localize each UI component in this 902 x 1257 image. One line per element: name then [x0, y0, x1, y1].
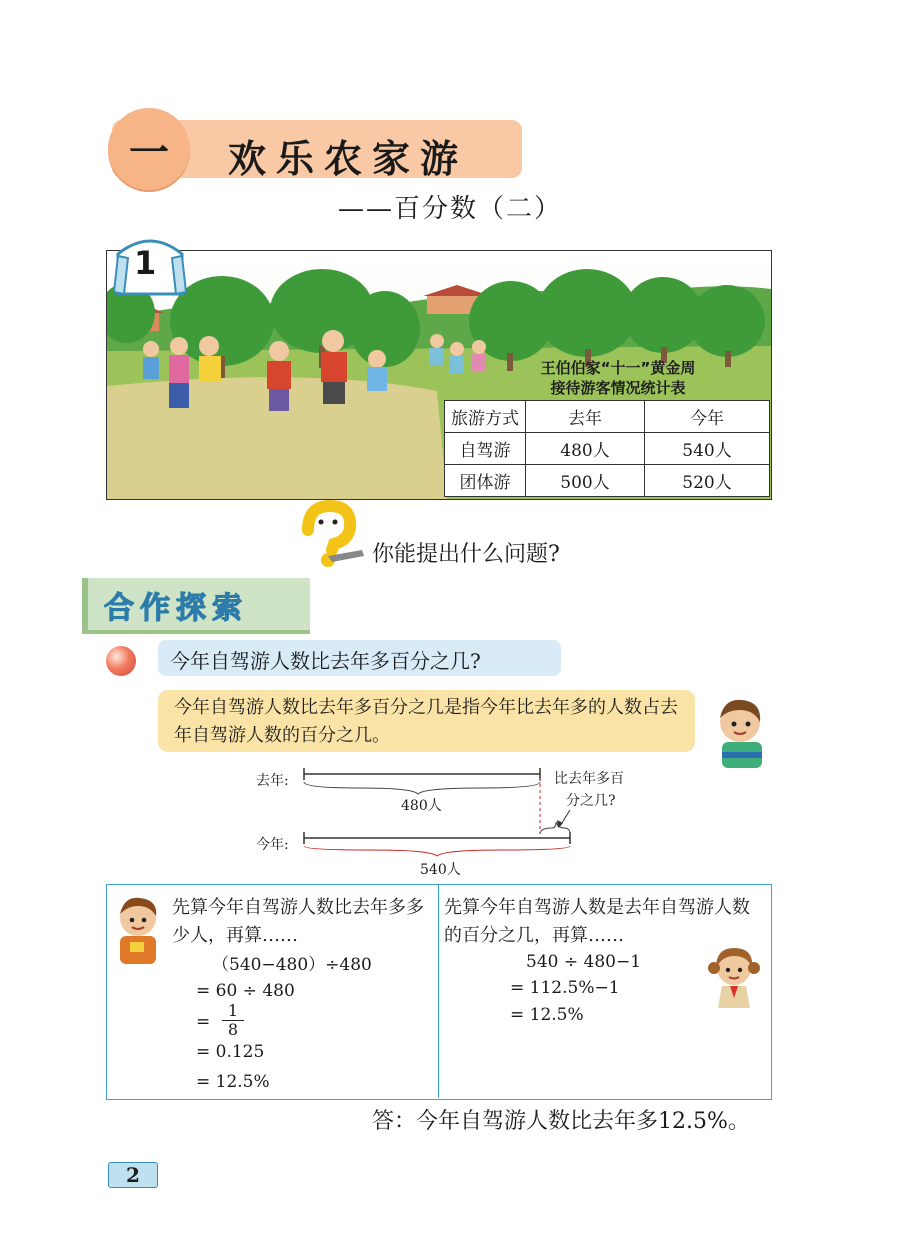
unit-subtitle: ——百分数（二）: [338, 194, 563, 224]
table-cell: 520人: [645, 465, 770, 497]
table-row: [445, 465, 770, 497]
tourist-statistics-table: [444, 400, 770, 497]
fraction: [222, 1002, 244, 1039]
table-cell: 540人: [645, 433, 770, 465]
method2-intro: 先算今年自驾游人数是去年自驾游人数的百分之几，再算……: [444, 897, 750, 946]
table-cell: 500人: [526, 465, 645, 497]
callout-line2: 分之几?: [566, 793, 616, 809]
method1-step: = 12.5%: [196, 1072, 270, 1092]
last-year-label: 去年:: [256, 773, 289, 789]
table-cell: 团体游: [445, 465, 526, 497]
answer-text: 答：今年自驾游人数比去年多12.5%。: [372, 1109, 750, 1134]
this-year-value: 540人: [420, 862, 461, 878]
fraction-denominator: 8: [222, 1020, 244, 1039]
table-cell: 480人: [526, 433, 645, 465]
question-mark-icon: [288, 500, 368, 570]
method1-intro: 先算今年自驾游人数比去年多多少人，再算……: [172, 897, 424, 946]
table-header-cell: 今年: [645, 401, 770, 433]
method2-step: = 112.5%−1: [510, 978, 620, 998]
table-header-row: [445, 401, 770, 433]
table-cell: 自驾游: [445, 433, 526, 465]
solution-divider: [438, 884, 439, 1098]
method2-step: 540 ÷ 480−1: [526, 952, 642, 972]
method1-step: （540−480）÷480: [212, 955, 372, 975]
method1-step: = 0.125: [196, 1042, 265, 1062]
girl-student-icon: [704, 944, 764, 1010]
callout-line1: 比去年多百: [554, 771, 624, 787]
fraction-numerator: 1: [227, 1001, 239, 1020]
last-year-value: 480人: [401, 798, 442, 814]
prompt-question: 今年自驾游人数比去年多百分之几?: [170, 649, 481, 673]
method2-step: = 12.5%: [510, 1005, 584, 1025]
exercise-number: 1: [134, 244, 157, 282]
table-row: [445, 433, 770, 465]
method1-step: =: [196, 1012, 211, 1032]
bullet-ball-icon: [106, 646, 136, 676]
table-header-cell: 去年: [526, 401, 645, 433]
chapter-number-badge: 一: [108, 108, 190, 190]
guiding-question: 你能提出什么问题?: [372, 542, 560, 567]
table-title: 王伯伯家“十一”黄金周 接待游客情况统计表: [540, 359, 696, 397]
explanation-text: 今年自驾游人数比去年多百分之几是指今年比去年多的人数占去年自驾游人数的百分之几。: [174, 697, 678, 746]
unit-title: 欢乐农家游: [228, 136, 469, 181]
page-number: 2: [108, 1162, 158, 1188]
boy-character-icon: [706, 696, 770, 768]
segment-diagram: [300, 760, 590, 870]
boy-student-icon: [110, 894, 166, 966]
method1-step: = 60 ÷ 480: [196, 981, 295, 1001]
table-header-cell: 旅游方式: [445, 401, 526, 433]
this-year-label: 今年:: [256, 837, 289, 853]
section-label: 合作探索: [104, 591, 248, 626]
